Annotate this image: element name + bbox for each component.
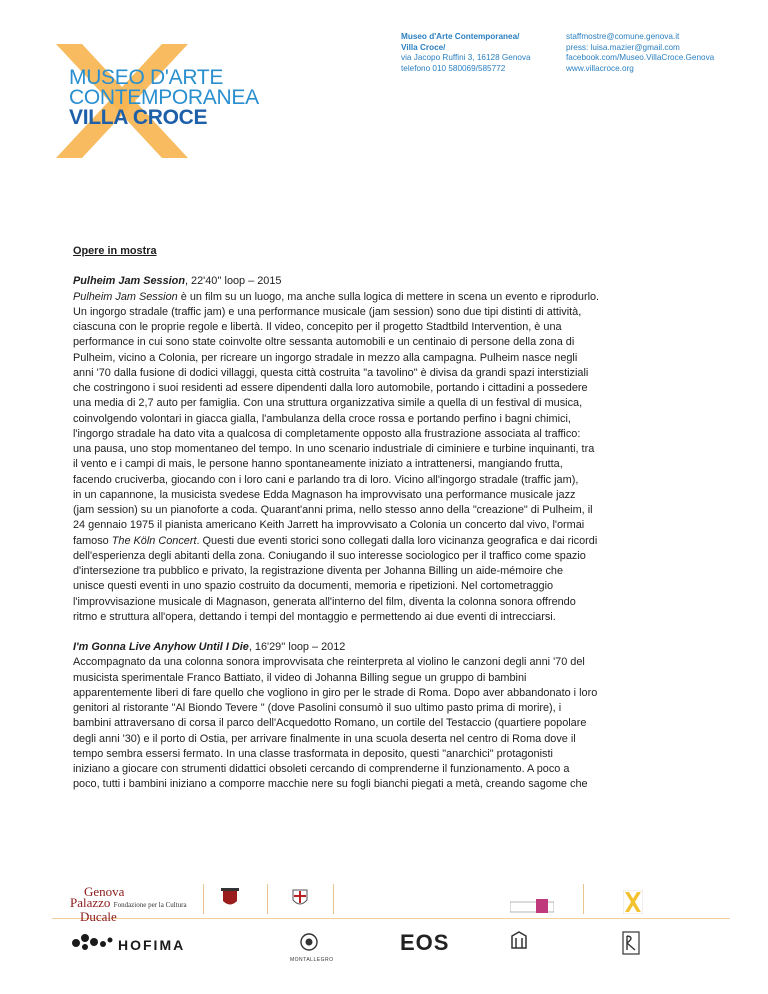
website-link[interactable]: www.villacroce.org (566, 63, 634, 73)
work-2-text: Accompagnato da una colonna sonora improvvisata che reinterpreta al violino le canzoni degli anni '70 del musicista sperimentale Franco Battiato, il video di Johanna Billing segue un gruppo di bambini apparentemente liberi di fare quello che vogliono in giro per le strade di Roma. Dopo aver abbandonato i loro genitori al ristorante "Al Biondo Tevere " (dove Pasolini consumò il suo ultimo pasto prima di morire), i bambini attraversano di corsa il parco dell'Acquedotto Romano, un cortile del Testaccio (quartiere popolare degli anni '30) e il porto di Ostia, per arrivare finalmente in una scuola deserta nel centro di Roma dove il tempo sembra essersi fermato. In una classe trasformata in deposito, questi "anarchici" protagonisti iniziano a giocare con strumenti didattici obsoleti cercando di comprenderne il funzionamento. A poco a poco, tutti i bambini iniziano a comporre macchie nere su fogli bianchi piegati a metà, creando sagome che (73, 656, 598, 791)
address: via Jacopo Ruffini 3, 16128 Genova (401, 53, 531, 62)
phone: telefono 010 580069/585772 (401, 63, 506, 73)
press-email-link[interactable]: press: luisa.mazier@gmail.com (566, 42, 680, 52)
section-heading: Opere in mostra (73, 245, 157, 257)
palazzo-ducale-logo: Genova Palazzo Fondazione per la Cultura Ducale (70, 884, 187, 924)
montallegro-logo: MONTALLEGRO (290, 957, 334, 963)
museum-name: Museo d'Arte Contemporanea/ (401, 32, 520, 41)
footer-divider-v2 (267, 884, 268, 914)
contact-address (401, 32, 551, 74)
miramart-logo (510, 897, 554, 915)
logo-wordmark (69, 68, 259, 128)
work-2-title: I'm Gonna Live Anyhow Until I Die (73, 641, 249, 653)
montallegro-emblem-icon (299, 932, 319, 952)
logo-line-2: CONTEMPORANEA (69, 86, 259, 109)
footer-divider-v3 (333, 884, 334, 914)
work-1-text-b: . Questi due eventi storici sono collegati dalla loro vicinanza geografica e dai ricordi dell'esperienza degli abitanti della zona. Coniugando il suo interesse sociologico per il traffico come spazio d'intersezione tra pubblico e privato, la registrazione diventa per Johanna Billing un aide-mémoire che unisce questi eventi in uno spazio costruito da documenti, memoria e ripetizioni. Nel cortometraggio l'improvvisazione musicale di Magnason, generata all'interno del film, diventa la colonna sonora offrendo ritmo e struttura all'opera, dettando i tempi del montaggio e permettendo ai due eventi di intrecciarsi. (73, 534, 598, 623)
partner-monogram-icon (622, 931, 640, 955)
regione-liguria-crest-icon (289, 887, 311, 909)
facebook-link[interactable]: facebook.com/Museo.VillaCroce.Genova (566, 53, 715, 62)
work-2 (73, 640, 705, 793)
footer-divider-v1 (203, 884, 204, 914)
museum-logo (52, 36, 259, 161)
work-1-text-a: è un film su un luogo, ma anche sulla logica di mettere in scena un evento e riprodurlo. Un ingorgo stradale (traffic jam) e una performance musicale (jam session) sono due tipi distinti di attività, ciascuna con le proprie regole e libertà. Il video, concepito per il progetto Stadtbild Intervention, è una performance in cui sono state coinvolte oltre sessanta automobili e un centinaio di persone della zona di Pulheim, vicino a Colonia, per ricreare un ingorgo stradale in mezzo alla campagna. Pulheim nasce negli anni '70 dalla fusione di dodici villaggi, questa città costruita "a tavolino" è divisa da grandi spazi interstiziali che costringono i suoi residenti ad essere dipendenti dalla loro automobile, portando i cittadini a possedere una media di 2,7 auto per famiglia. Con una struttura organizzativa simile a quella di un festival di musica, coinvolgendo volontari in giacca gialla, l'ambulanza della croce rossa e portando perfino i bagni chimici, l'ingorgo stradale ha dato vita a qualcosa di completamente opposto alla frustrazione associata al traffico: una pausa, uno stop momentaneo del tempo. In uno scenario industriale di ciminiere e turbine inquinanti, tra il vento e i campi di mais, le persone hanno spontaneamente iniziato a intrattenersi, mangiando frutta, facendo cruciverba, giocando con i loro cani e parlando tra di loro. Vicino all'ingorgo stradale (traffic jam), in un capannone, la musicista svedese Edda Magnason ha improvvisato una performance musicale jazz (jam session) su un pianoforte a coda. Quarant'anni prima, nello stesso anno della "creazione" di Pulheim, il 24 gennaio 1975 il pianista americano Keith Jarrett ha improvvisato a Colonia un concerto dal vivo, l'ormai famoso (73, 290, 600, 547)
logo-line-3: VILLA CROCE (69, 106, 208, 129)
eos-logo: EOS (400, 930, 450, 955)
partner-logo-xa (623, 890, 643, 914)
museum-name-2: Villa Croce/ (401, 42, 446, 52)
contact-online (566, 32, 736, 74)
email-link[interactable]: staffmostre@comune.genova.it (566, 32, 680, 41)
hofima-logo: HOFIMA (118, 937, 186, 953)
work-1-italic-ref: The Köln Concert (111, 534, 197, 547)
work-1-meta: , 22'40'' loop – 2015 (184, 275, 282, 288)
footer-divider-v4 (583, 884, 584, 914)
work-2-meta: , 16'29'' loop – 2012 (248, 641, 346, 653)
partner-emblem-icon (509, 930, 529, 954)
work-1-title: Pulheim Jam Session (73, 275, 185, 288)
hofima-dots-icon (70, 932, 116, 952)
work-1 (73, 274, 705, 625)
comune-genova-crest-icon (215, 887, 245, 909)
logo-line-1: MUSEO D'ARTE (69, 66, 224, 89)
document-body (73, 244, 705, 808)
work-1-lead: Pulheim Jam Session (73, 290, 178, 303)
